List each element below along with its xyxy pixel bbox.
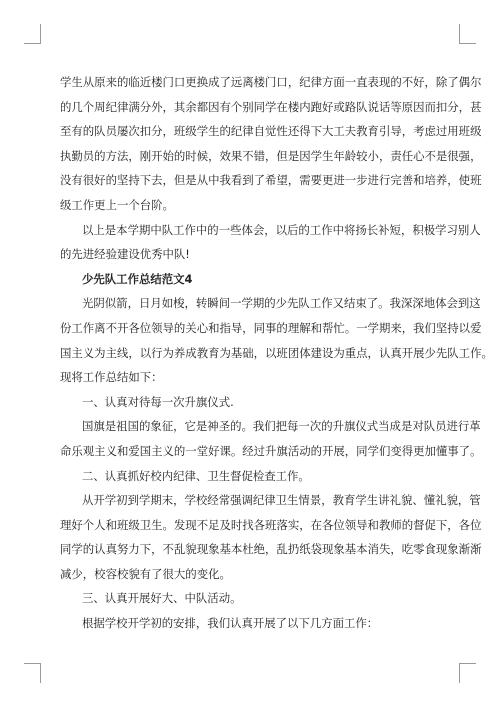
text-line: 级工作更上一个台阶。 xyxy=(60,197,174,212)
text-line: 学生从原来的临近楼门口更换成了远离楼门口，纪律方面一直表现的不好，除了偶尔 xyxy=(60,75,482,89)
crop-mark-bottom-left-horizontal xyxy=(24,663,41,664)
text-line: 理好个人和班级卫生。发现不足及时找各班落实，在各位领导和教师的督促下，各位 xyxy=(60,517,482,532)
text-line: 没有很好的坚持下去，但是从中我看到了希望，需要更进一步进行完善和培养，使班 xyxy=(60,173,482,188)
text-line: 至有的队员屡次扣分，班级学生的纪律自觉性还得下大工夫教育引导，考虑过用班级 xyxy=(60,124,482,139)
crop-mark-bottom-right-horizontal xyxy=(459,663,476,664)
text-line: 从开学初到学期末，学校经常强调纪律卫生情景，教育学生讲礼貌、懂礼貌，管 xyxy=(82,493,481,508)
text-line: 执勤员的方法，刚开始的时候，效果不错，但是因学生年龄较小，责任心不是很强， xyxy=(60,148,482,163)
text-line: 的几个周纪律满分外，其余都因有个别同学在楼内跑好或路队说话等原因而扣分，甚 xyxy=(60,99,482,114)
text-line: 光阴似箭，日月如梭，转瞬间一学期的少先队工作又结束了。我深深地体会到这 xyxy=(82,296,481,311)
text-line: 根据学校开学初的安排，我们认真开展了以下几方面工作： xyxy=(82,616,379,631)
crop-mark-top-left-horizontal xyxy=(24,43,41,44)
crop-mark-top-right-vertical xyxy=(459,24,460,44)
text-line: 国旗是祖国的象征，它是神圣的。我们把每一次的升旗仪式当成是对队员进行革 xyxy=(82,419,481,434)
text-line: 减少，校容校貌有了很大的变化。 xyxy=(60,566,231,581)
text-line: 国主义为主线，以行为养成教育为基础，以班团体建设为重点，认真开展少先队工作。 xyxy=(60,345,493,360)
crop-mark-bottom-left-vertical xyxy=(40,663,41,683)
crop-mark-top-right-horizontal xyxy=(459,43,476,44)
crop-mark-top-left-vertical xyxy=(40,24,41,44)
text-line: 的先进经验建设优秀中队! xyxy=(60,247,190,262)
subheading: 二、认真抓好校内纪律、卫生督促检查工作。 xyxy=(82,468,310,483)
text-line: 份工作离不开各位领导的关心和指导，同事的理解和帮忙。一学期来，我们坚持以爱 xyxy=(60,320,482,335)
text-line: 同学的认真努力下，不乱貌现象基本杜绝，乱扔纸袋现象基本消失，吃零食现象渐渐 xyxy=(60,542,482,557)
text-line: 现将工作总结如下： xyxy=(60,370,163,385)
text-line: 以上是本学期中队工作中的一些体会，以后的工作中将扬长补短，积极学习别人 xyxy=(82,222,481,237)
document-body xyxy=(60,70,493,636)
subheading: 三、认真开展好大、中队活动。 xyxy=(82,591,242,606)
text-line: 命乐观主义和爱国主义的一堂好课。经过升旗活动的开展，同学们变得更加懂事了。 xyxy=(60,443,482,458)
crop-mark-bottom-right-vertical xyxy=(459,663,460,683)
subheading: 一、认真对待每一次升旗仪式. xyxy=(82,394,234,409)
section-heading: 少先队工作总结范文4 xyxy=(82,271,193,286)
